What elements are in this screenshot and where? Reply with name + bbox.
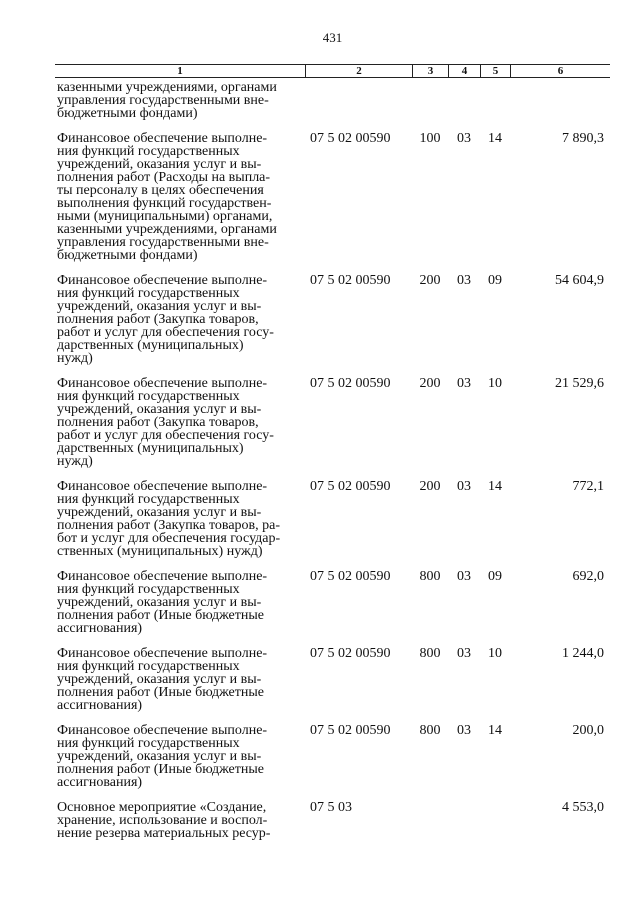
- row-vr: 800: [419, 569, 441, 584]
- row-amount: [510, 81, 610, 120]
- row-pr: 09: [488, 569, 502, 584]
- row-amount: 200,0: [572, 723, 604, 738]
- table-row: [55, 377, 610, 468]
- row-pr: 10: [488, 646, 502, 661]
- table-row: [55, 274, 610, 365]
- row-name-line: бюджетными фондами): [57, 106, 198, 121]
- row-vr: 200: [419, 376, 441, 391]
- row-vr: 200: [419, 479, 441, 494]
- row-name-line: работ и услуг для обеспечения госу-: [57, 325, 274, 340]
- header-cell-1: 1: [177, 65, 183, 77]
- row-amount: 1 244,0: [562, 646, 604, 661]
- row-name-line: учреждений, оказания услуг и вы-: [57, 505, 262, 520]
- row-name-line: ственных (муниципальных) нужд): [57, 544, 263, 559]
- row-name-line: ния функций государственных: [57, 389, 240, 404]
- row-vr: [412, 81, 448, 120]
- row-name: [55, 480, 305, 558]
- header-cell-6: 6: [510, 65, 610, 77]
- row-rz: [448, 81, 480, 120]
- row-rz: 03: [457, 131, 471, 146]
- row-name: [55, 377, 305, 468]
- row-name-line: казенными учреждениями, органами: [57, 222, 277, 237]
- row-rz: 03: [457, 479, 471, 494]
- row-name-line: полнения работ (Иные бюджетные: [57, 685, 265, 700]
- row-name: [55, 274, 305, 365]
- row-amount: 692,0: [572, 569, 604, 584]
- row-code: 07 5 02 00590: [310, 646, 391, 661]
- row-name-line: Основное мероприятие «Создание,: [57, 800, 267, 815]
- row-name-line: Финансовое обеспечение выполне-: [57, 646, 268, 661]
- table-header: [55, 64, 610, 78]
- row-amount: 4 553,0: [562, 800, 604, 815]
- table-row: [55, 647, 610, 712]
- row-pr: 14: [488, 479, 502, 494]
- row-name-line: полнения работ (Закупка товаров,: [57, 312, 259, 327]
- row-name-line: полнения работ (Закупка товаров, ра-: [57, 518, 281, 533]
- row-pr: 10: [488, 376, 502, 391]
- row-name-line: ассигнования): [57, 698, 143, 713]
- row-name-line: учреждений, оказания услуг и вы-: [57, 749, 262, 764]
- table-row: [55, 724, 610, 789]
- row-name-line: Финансовое обеспечение выполне-: [57, 131, 268, 146]
- row-name-line: учреждений, оказания услуг и вы-: [57, 299, 262, 314]
- row-pr: [480, 81, 510, 120]
- row-code: 07 5 02 00590: [310, 479, 391, 494]
- row-name: [55, 801, 305, 840]
- row-name: [55, 570, 305, 635]
- table-row: [55, 801, 610, 840]
- row-name-line: хранение, использование и воспол-: [57, 813, 268, 828]
- row-code: 07 5 02 00590: [310, 723, 391, 738]
- row-name: [55, 724, 305, 789]
- page-number: 431: [322, 30, 343, 45]
- row-rz: 03: [457, 376, 471, 391]
- row-rz: 03: [457, 273, 471, 288]
- header-cell-2: 2: [305, 65, 412, 77]
- row-name-line: Финансовое обеспечение выполне-: [57, 273, 268, 288]
- row-name-line: дарственных (муниципальных): [57, 441, 244, 456]
- row-name-line: Финансовое обеспечение выполне-: [57, 376, 268, 391]
- row-vr: 100: [419, 131, 441, 146]
- row-name-line: выполнения функций государствен-: [57, 196, 272, 211]
- row-rz: [448, 801, 480, 840]
- row-name-line: учреждений, оказания услуг и вы-: [57, 157, 262, 172]
- row-amount: 7 890,3: [562, 131, 604, 146]
- table-row: [55, 81, 610, 120]
- row-name-line: учреждений, оказания услуг и вы-: [57, 672, 262, 687]
- row-name-line: бюджетными фондами): [57, 248, 198, 263]
- row-code: 07 5 02 00590: [310, 569, 391, 584]
- header-cell-5: 5: [480, 65, 510, 77]
- table-body: [55, 81, 610, 852]
- row-name-line: ния функций государственных: [57, 659, 240, 674]
- row-name-line: казенными учреждениями, органами: [57, 80, 277, 95]
- table-row: [55, 570, 610, 635]
- row-name-line: ния функций государственных: [57, 736, 240, 751]
- row-name-line: ассигнования): [57, 775, 143, 790]
- row-name-line: управления государственными вне-: [57, 93, 269, 108]
- row-name-line: полнения работ (Закупка товаров,: [57, 415, 259, 430]
- row-name-line: бот и услуг для обеспечения государ-: [57, 531, 281, 546]
- row-name-line: дарственных (муниципальных): [57, 338, 244, 353]
- row-pr: [480, 801, 510, 840]
- table-row: [55, 132, 610, 262]
- header-cell-3: 3: [412, 65, 448, 77]
- row-name: [55, 647, 305, 712]
- row-name-line: ния функций государственных: [57, 144, 240, 159]
- row-name-line: ния функций государственных: [57, 582, 240, 597]
- row-vr: 800: [419, 723, 441, 738]
- row-amount: 772,1: [572, 479, 604, 494]
- row-code: [305, 81, 412, 120]
- row-vr: 800: [419, 646, 441, 661]
- row-name-line: управления государственными вне-: [57, 235, 269, 250]
- row-name-line: нужд): [57, 454, 93, 469]
- row-code: 07 5 02 00590: [310, 131, 391, 146]
- row-code: 07 5 02 00590: [310, 273, 391, 288]
- row-pr: 14: [488, 723, 502, 738]
- row-rz: 03: [457, 646, 471, 661]
- row-name-line: ассигнования): [57, 621, 143, 636]
- row-name-line: полнения работ (Иные бюджетные: [57, 762, 265, 777]
- row-name-line: полнения работ (Расходы на выпла-: [57, 170, 271, 185]
- row-name-line: ными (муниципальными) органами,: [57, 209, 273, 224]
- row-name-line: ния функций государственных: [57, 286, 240, 301]
- row-name-line: ния функций государственных: [57, 492, 240, 507]
- row-vr: [412, 801, 448, 840]
- row-code: 07 5 03: [310, 800, 352, 815]
- row-amount: 21 529,6: [555, 376, 604, 391]
- row-name-line: ты персоналу в целях обеспечения: [57, 183, 264, 198]
- row-pr: 09: [488, 273, 502, 288]
- row-name-line: Финансовое обеспечение выполне-: [57, 479, 268, 494]
- row-name-line: нение резерва материальных ресур-: [57, 826, 271, 841]
- row-pr: 14: [488, 131, 502, 146]
- row-rz: 03: [457, 723, 471, 738]
- row-name-line: полнения работ (Иные бюджетные: [57, 608, 265, 623]
- row-code: 07 5 02 00590: [310, 376, 391, 391]
- row-name-line: учреждений, оказания услуг и вы-: [57, 402, 262, 417]
- row-name-line: учреждений, оказания услуг и вы-: [57, 595, 262, 610]
- table-row: [55, 480, 610, 558]
- row-rz: 03: [457, 569, 471, 584]
- row-name-line: работ и услуг для обеспечения госу-: [57, 428, 274, 443]
- row-name-line: Финансовое обеспечение выполне-: [57, 569, 268, 584]
- header-cell-4: 4: [448, 65, 480, 77]
- row-name-line: Финансовое обеспечение выполне-: [57, 723, 268, 738]
- row-amount: 54 604,9: [555, 273, 604, 288]
- row-name: [55, 81, 305, 120]
- row-vr: 200: [419, 273, 441, 288]
- row-name-line: нужд): [57, 351, 93, 366]
- row-name: [55, 132, 305, 262]
